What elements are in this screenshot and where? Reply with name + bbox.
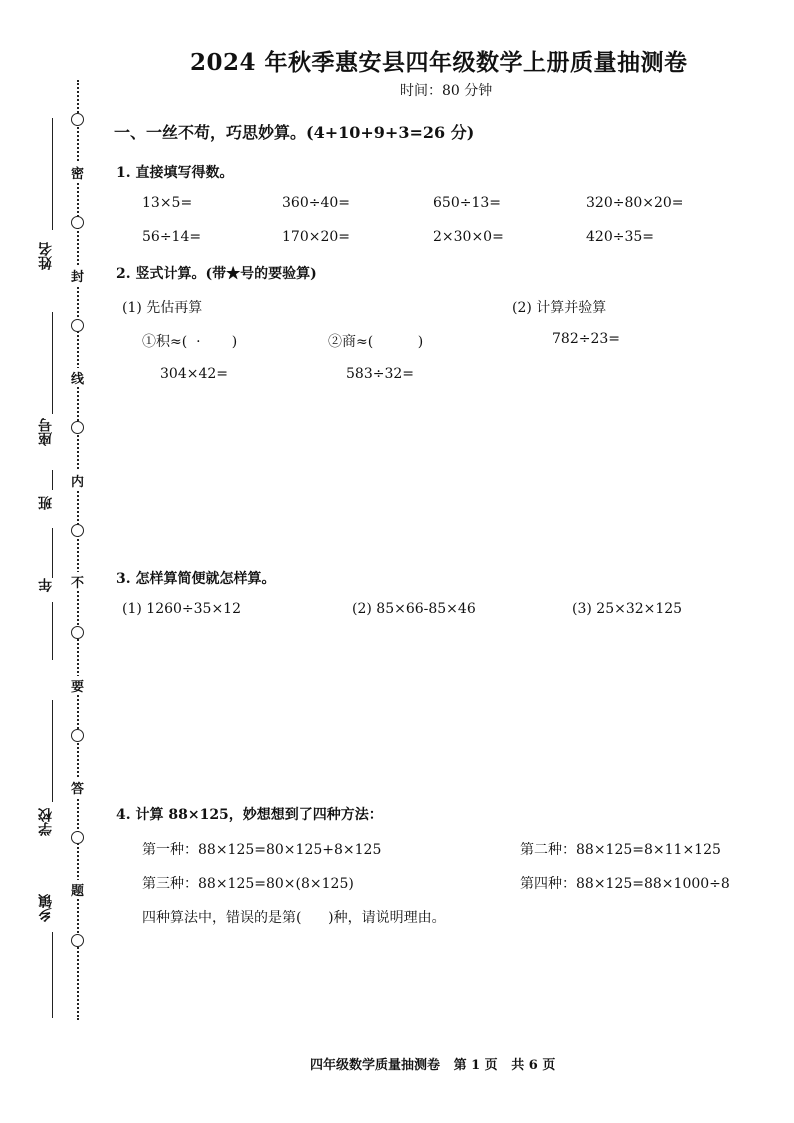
school-label: 学校: [38, 808, 54, 836]
estimate-product: ①积≈( · ): [142, 334, 238, 350]
part-1-label: (1) 先估再算: [122, 300, 203, 316]
school-blank-line: [52, 700, 53, 802]
class-blank-line: [52, 470, 53, 490]
seal-char: 不: [71, 572, 84, 591]
simplify-item: (2) 85×66-85×46: [352, 601, 476, 617]
method-4: 第四种：88×125=88×1000÷8: [520, 876, 730, 892]
class-label: 班: [38, 496, 54, 510]
seal-char: 答: [71, 778, 84, 797]
wrong-method-question: 四种算法中，错误的是第( )种，请说明理由。: [142, 910, 446, 926]
oral-calc-item: 13×5=: [142, 195, 193, 211]
oral-calc-item: 320÷80×20=: [586, 195, 684, 211]
seal-char: 要: [71, 676, 84, 695]
seal-circle: [71, 216, 84, 229]
name-blank-line: [52, 118, 53, 230]
seal-circle: [71, 319, 84, 332]
question-1-title: 1. 直接填写得数。: [116, 165, 234, 181]
part-2-label: (2) 计算并验算: [512, 300, 607, 316]
estimate-quotient: ②商≈( ): [328, 334, 424, 350]
town-blank-line: [52, 932, 53, 1018]
section-title: 一、一丝不苟，巧思妙算。(4+10+9+3=26 分): [114, 123, 475, 142]
seal-circle: [71, 729, 84, 742]
page-title: 2024 年秋季惠安县四年级数学上册质量抽测卷: [190, 49, 688, 76]
vertical-calc-item: 304×42=: [160, 366, 228, 382]
vertical-calc-item: 782÷23=: [552, 331, 620, 347]
seal-circle: [71, 524, 84, 537]
grade-label: 年: [38, 578, 54, 592]
method-1: 第一种：88×125=80×125+8×125: [142, 842, 382, 858]
simplify-item: (1) 1260÷35×12: [122, 601, 241, 617]
oral-calc-item: 650÷13=: [433, 195, 501, 211]
seat-label: 座号: [38, 418, 54, 446]
exam-time: 时间：80 分钟: [400, 83, 493, 99]
page-footer: 四年级数学质量抽测卷 第 1 页 共 6 页: [310, 1058, 556, 1073]
seal-circle: [71, 626, 84, 639]
town-label: 乡镇: [38, 894, 54, 922]
oral-calc-item: 360÷40=: [282, 195, 350, 211]
seal-circle: [71, 421, 84, 434]
question-4-title: 4. 计算 88×125，妙想想到了四种方法：: [116, 807, 383, 823]
seal-char: 封: [71, 266, 84, 285]
name-label: 姓名: [38, 242, 54, 270]
oral-calc-item: 56÷14=: [142, 229, 202, 245]
grade-blank-line: [52, 602, 53, 660]
seat-blank-line: [52, 312, 53, 414]
class-blank-line: [52, 528, 53, 578]
seal-char: 题: [71, 880, 84, 899]
seal-char: 密: [71, 163, 84, 182]
method-2: 第二种：88×125=8×11×125: [520, 842, 721, 858]
seal-circle: [71, 831, 84, 844]
oral-calc-item: 170×20=: [282, 229, 350, 245]
seal-char: 内: [71, 471, 84, 490]
seal-circle: [71, 113, 84, 126]
oral-calc-item: 420÷35=: [586, 229, 654, 245]
question-2-title: 2. 竖式计算。(带★号的要验算): [116, 266, 317, 282]
oral-calc-item: 2×30×0=: [433, 229, 504, 245]
seal-char: 线: [71, 368, 84, 387]
vertical-calc-item: 583÷32=: [346, 366, 414, 382]
seal-circle: [71, 934, 84, 947]
question-3-title: 3. 怎样算简便就怎样算。: [116, 571, 276, 587]
method-3: 第三种：88×125=80×(8×125): [142, 876, 354, 892]
simplify-item: (3) 25×32×125: [572, 601, 683, 617]
